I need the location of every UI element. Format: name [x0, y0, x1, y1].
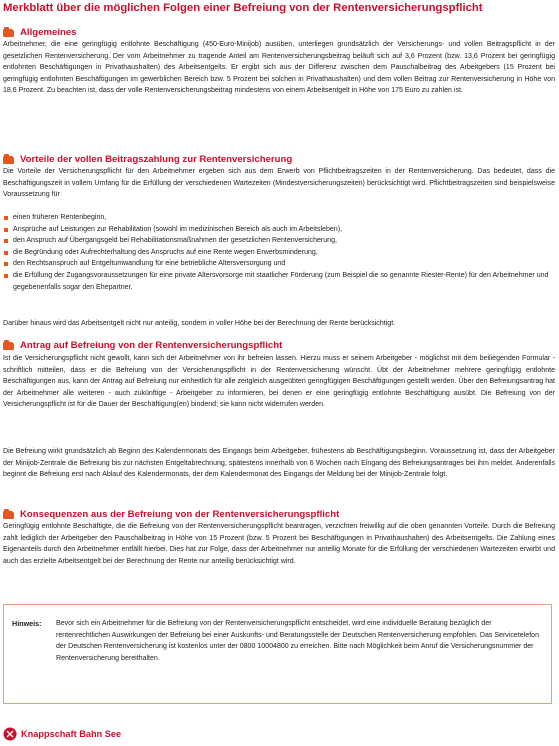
folder-icon [3, 29, 14, 37]
section-heading-konsequenzen [3, 509, 339, 520]
section-paragraph: Die Befreiung wirkt grundsätzlich ab Beginn des Kalendermonats des Eingangs beim Arbeitgeber, frühestens ab Beschäftigungsbeginn. Voraussetzung ist, dass der Arbeitgeber der Minijob-Zentrale die Befreiung bis zur nächsten Entgeltabrechnung, spätestens innerhalb von 6 Wochen nach Eingang des Befreiungsantrages bei ihm meldet. Anderenfalls beginnt die Befreiung erst nach Ablauf des Kalendermonats, der dem Kalendermonat des Eingangs der Meldung bei der Minijob-Zentrale folgt. [3, 448, 555, 479]
advantages-list [3, 212, 555, 293]
section-title: Antrag auf Befreiung von der Rentenversicherungspflicht [20, 340, 283, 351]
section-intro: Die Vorteile der Versicherungspflicht für den Arbeitnehmer ergeben sich aus dem Erwerb von Pflichtbeitragszeiten in der Rentenversicherung. Das bedeutet, dass die Beschäftigungszeit in vollem Umfang für die Erfüllung der verschiedenen Wartezeiten (Mindestversicherungszeiten) berücksichtigt wird. Pflichtbeitragszeiten sind beispielsweise Voraussetzung für [3, 168, 555, 199]
folder-icon [3, 342, 14, 350]
page-title: Merkblatt über die möglichen Folgen einer Befreiung von der Rentenversicherungspflicht [3, 2, 483, 14]
footer-logo [3, 727, 121, 741]
hint-label: Hinweis: [12, 619, 42, 628]
list-item: den Rechtsanspruch auf Entgeltumwandlung für eine betriebliche Altersversorgung und [3, 258, 555, 270]
footer-logo-text: Knappschaft Bahn See [21, 729, 122, 739]
section-outro: Darüber hinaus wird das Arbeitsentgelt nicht nur anteilig, sondern in voller Höhe bei der Berechnung der Rente berücksichtigt. [3, 320, 396, 327]
knappschaft-logo-icon [3, 727, 17, 741]
section-title: Vorteile der vollen Beitragszahlung zur Rentenversicherung [20, 154, 293, 165]
section-title: Allgemeines [20, 27, 77, 38]
list-item: die Erfüllung der Zugangsvoraussetzungen für eine private Altersvorsorge mit staatlicher Förderung (zum Beispiel die so genannte Riester-Rente) für den Arbeitnehmer und gegebenenfalls sogar den Ehepartner. [3, 270, 555, 293]
section-heading-allgemeines [3, 27, 77, 38]
section-paragraph: Geringfügig entlohnte Beschäftigte, die die Befreiung von der Rentenversicherungspflicht beantragen, verzichten freiwillig auf die oben genannten Vorteile. Durch die Befreiung zahlt lediglich der Arbeitgeber den Pauschalbeitrag in Höhe von 15 Prozent (bzw. 5 Prozent bei Beschäftigungen in Privathaushalten) des Arbeitsentgelts. Die Zahlung eines Eigenanteils durch den Arbeitnehmer entfällt hierbei. Dies hat zur Folge, dass der Arbeitnehmer nur anteilig Monate für die Erfüllung der verschiedenen Wartezeiten erwirbt und auch das erzielte Arbeitsentgelt bei der Berechnung der Rente nur anteilig berücksichtigt wird. [3, 523, 555, 565]
section-paragraph: Arbeitnehmer, die eine geringfügig entlohnte Beschäftigung (450-Euro-Minijob) ausüben, unterliegen grundsätzlich der Versicherungs- und vollen Beitragspflicht in der gesetzlichen Rentenversicherung. Der vom Arbeitnehmer zu tragende Anteil am Rentenversicherungsbeitrag beläuft sich auf 3,6 Prozent (bzw. 13,6 Prozent bei geringfügig entlohnten Beschäftigungen in Privathaushalten) des Arbeitsentgelts. Er ergibt sich aus der Differenz zwischen dem Pauschalbeitrag des Arbeitgebers (15 Prozent bei geringfügig entlohnten Beschäftigungen im gewerblichen Bereich bzw. 5 Prozent bei solchen in Privathaushalten) und dem vollen Beitrag zur Rentenversicherung in Höhe von 18,6 Prozent. Zu beachten ist, dass der volle Rentenversicherungsbeitrag mindestens von einem Arbeitsentgelt in Höhe von 175 Euro zu zahlen ist. [3, 41, 555, 95]
list-item: einen früheren Rentenbeginn, [3, 212, 555, 224]
section-heading-vorteile [3, 154, 292, 165]
hint-box [3, 604, 552, 704]
section-heading-antrag [3, 340, 282, 351]
section-title: Konsequenzen aus der Befreiung von der Rentenversicherungspflicht [20, 509, 340, 520]
list-item: Ansprüche auf Leistungen zur Rehabilitation (sowohl im medizinischen Bereich als auch im Arbeitsleben), [3, 224, 555, 236]
list-item: die Begründung oder Aufrechterhaltung des Anspruchs auf eine Rente wegen Erwerbsminderung, [3, 247, 555, 259]
folder-icon [3, 511, 14, 519]
hint-text: Bevor sich ein Arbeitnehmer für die Befreiung von der Rentenversicherungspflicht entscheidet, wird eine individuelle Beratung bezüglich der rentenrechtlichen Auswirkungen der Befreiung bei einer Auskunfts- und Beratungsstelle der Deutschen Rentenversicherung empfohlen. Das Servicetelefon der Deutschen Rentenversicherung ist kostenlos unter der 0800 10004800 zu erreichen. Bitte nach Möglichkeit beim Anruf die Versicherungsnummer der Rentenversicherung bereithalten. [56, 620, 539, 662]
section-paragraph: Ist die Versicherungspflicht nicht gewollt, kann sich der Arbeitnehmer von ihr befreien lassen. Hierzu muss er seinem Arbeitgeber - möglichst mit dem beiliegenden Formular - schriftlich mitteilen, dass er die Befreiung von der Versicherungspflicht in der Rentenversicherung wünscht. Übt der Arbeitnehmer mehrere geringfügig entlohnte Beschäftigungen aus, kann der Antrag auf Befreiung nur einheitlich für alle zeitgleich ausgeübten geringfügigen Beschäftigungen gestellt werden. Über den Befreiungsantrag hat der Arbeitnehmer alle weiteren - auch zukünftige - Arbeitgeber zu informieren, bei denen er eine geringfügig entlohnte Beschäftigung ausübt. Die Befreiung von der Versicherungspflicht ist für die Dauer der Beschäftigung(en) bindend; sie kann nicht widerrufen werden. [3, 355, 555, 409]
folder-icon [3, 156, 14, 164]
list-item: den Anspruch auf Übergangsgeld bei Rehabilitationsmaßnahmen der gesetzlichen Rentenversicherung, [3, 235, 555, 247]
